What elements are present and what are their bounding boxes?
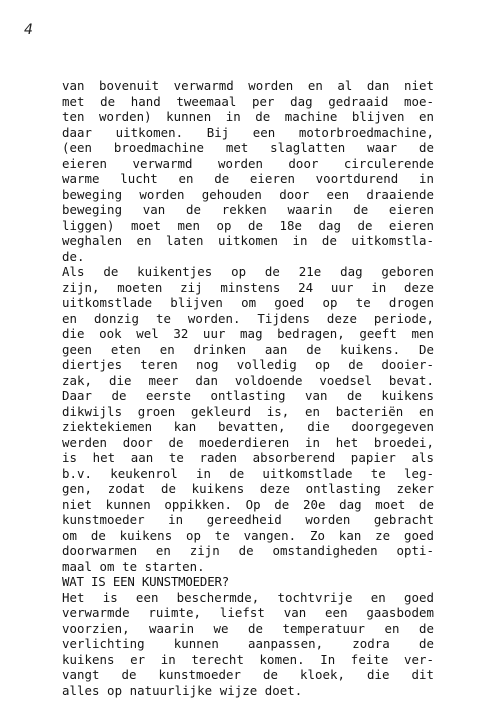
text-line: ziektekiemen kan bevatten, die doorgegeven	[62, 419, 434, 434]
text-line: dikwijls groen gekleurd is, en bacteriën en	[62, 403, 434, 419]
text-line: vangt de kunstmoeder de kloek, die dit	[62, 667, 434, 682]
text-line: daar uitkomen. Bij een motorbroedmachine,	[62, 124, 434, 140]
text-line: werden door de moederdieren in het broedei,	[62, 434, 434, 450]
text-line: zak, die meer dan voldoende voedsel bevat.	[62, 372, 434, 388]
text-line: voorzien, waarin we de temperatuur en de	[62, 620, 434, 636]
text-line: uitkomstlade blijven om goed op te drogen	[62, 295, 434, 310]
text-line: alles op natuurlijke wijze doet.	[62, 682, 303, 698]
text-line: van bovenuit verwarmd worden en al dan niet	[62, 78, 434, 93]
text-line: warme lucht en de eieren voortdurend in	[62, 171, 434, 186]
text-line: verlichting kunnen aanpassen, zodra de	[62, 636, 434, 651]
text-line: maal om te starten.	[62, 558, 205, 574]
text-line: weghalen en laten uitkomen in de uitkomstla-	[62, 233, 434, 248]
text-line: eieren verwarmd worden door circulerende	[62, 155, 434, 171]
text-line: diertjes teren nog volledig op de dooier-	[62, 357, 434, 372]
text-line: liggen) moet men op de 18e dag de eieren	[62, 217, 434, 233]
text-line: beweging van de rekken waarin de eieren	[62, 202, 434, 217]
text-line: met de hand tweemaal per dag gedraaid moe-	[62, 93, 434, 109]
text-line: verwarmde ruimte, liefst van een gaasbodem	[62, 605, 434, 620]
page-number: 4	[24, 22, 33, 38]
text-line: zijn, moeten zij minstens 24 uur in deze	[62, 279, 434, 295]
text-line: de.	[62, 248, 85, 264]
text-line: (een broedmachine met slaglatten waar de	[62, 140, 434, 155]
text-line: Als de kuikentjes op de 21e dag geboren	[62, 264, 434, 279]
text-line: die ook wel 32 uur mag bedragen, geeft men	[62, 326, 434, 341]
text-line: geen eten en drinken aan de kuikens. De	[62, 341, 434, 357]
body-text	[62, 78, 434, 698]
text-line: gen, zodat de kuikens deze ontlasting zeker	[62, 481, 434, 496]
text-line: b.v. keukenrol in de uitkomstlade te leg-	[62, 465, 434, 481]
section-heading: WAT IS EEN KUNSTMOEDER?	[62, 574, 229, 589]
text-line: en donzig te worden. Tijdens deze periode,	[62, 310, 434, 326]
text-line: Daar de eerste ontlasting van de kuikens	[62, 388, 434, 403]
text-line: ten worden) kunnen in de machine blijven en	[62, 109, 434, 124]
text-line: om de kuikens op te vangen. Zo kan ze goed	[62, 527, 434, 543]
text-line: is het aan te raden absorberend papier als	[62, 450, 434, 465]
text-line: kuikens er in terecht komen. In feite ver-	[62, 651, 434, 667]
text-line: niet kunnen oppikken. Op de 20e dag moet de	[62, 496, 434, 512]
text-line: beweging worden gehouden door een draaiende	[62, 186, 434, 202]
text-line: kunstmoeder in gereedheid worden gebracht	[62, 512, 434, 527]
text-line: Het is een beschermde, tochtvrije en goed	[62, 589, 434, 605]
text-line: doorwarmen en zijn de omstandigheden opti-	[62, 543, 434, 558]
